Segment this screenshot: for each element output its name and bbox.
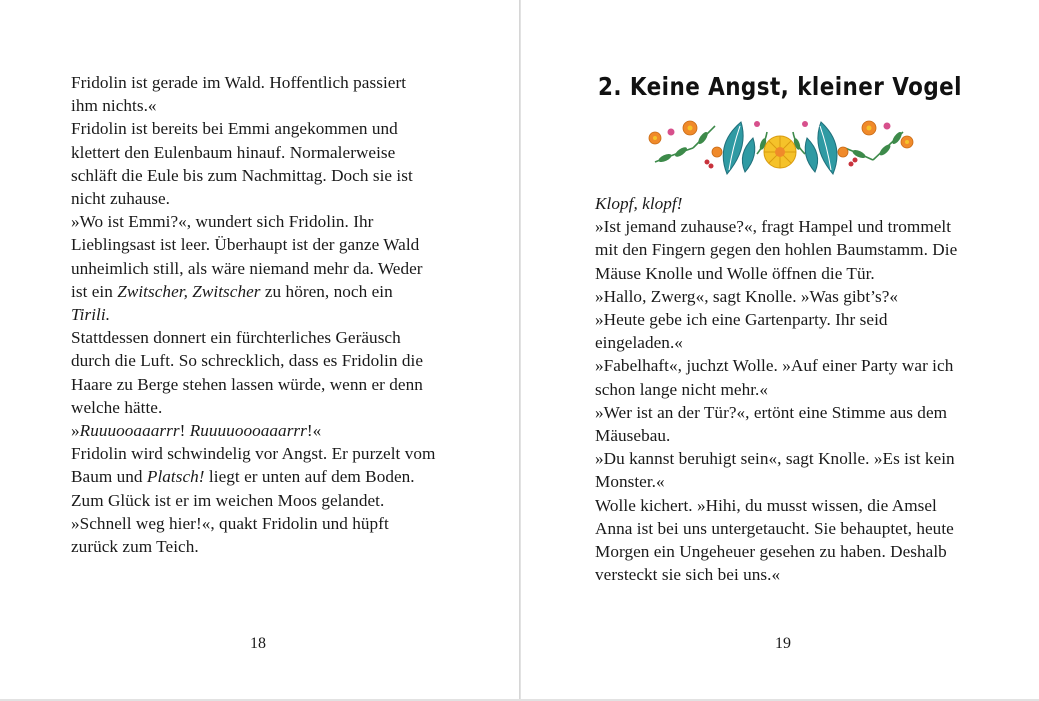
text-run: !	[179, 421, 190, 441]
text-run: Mäusebau.	[595, 426, 671, 446]
text-line	[595, 424, 990, 447]
text-line	[71, 419, 461, 442]
text-line	[71, 373, 461, 396]
text-run: »Fabelhaft«, juchzt Wolle. »Auf einer Party war ich	[595, 356, 954, 376]
left-page	[0, 0, 519, 701]
text-run: !«	[306, 421, 322, 441]
text-line	[71, 141, 461, 164]
text-line	[71, 94, 461, 117]
italic-text-run: Klopf, klopf!	[595, 194, 683, 213]
text-line	[71, 187, 461, 210]
text-line	[595, 308, 990, 331]
text-run: Anna ist bei uns untergetaucht. Sie behauptet, heute	[595, 518, 954, 538]
text-run: zurück zum Teich.	[71, 537, 199, 557]
italic-text-run: Zwitscher, Zwitscher	[117, 281, 261, 301]
italic-text-run: Tirili.	[71, 305, 111, 325]
text-line	[595, 192, 990, 215]
right-page	[521, 0, 1039, 701]
text-line	[595, 447, 990, 470]
text-run: »Hallo, Zwerg«, sagt Knolle. »Was gibt’s?«	[595, 286, 899, 306]
text-run: Baum und	[71, 467, 147, 487]
text-run: Fridolin ist gerade im Wald. Hoffentlich passiert	[71, 73, 407, 92]
italic-text-run: Ruuuuoooaaarrr	[189, 421, 307, 441]
text-line	[71, 71, 461, 94]
text-run: Haare zu Berge stehen lassen würde, wenn er denn	[71, 374, 423, 394]
right-page-body-text	[595, 192, 990, 586]
text-line	[71, 233, 461, 256]
text-line	[595, 378, 990, 401]
text-line	[595, 540, 990, 563]
text-run: »Schnell weg hier!«, quakt Fridolin und hüpft	[71, 513, 389, 533]
text-run: Mäuse Knolle und Wolle öffnen die Tür.	[595, 263, 875, 283]
text-run: zu hören, noch ein	[260, 281, 393, 301]
text-run: klettert den Eulenbaum hinauf. Normalerweise	[71, 142, 396, 162]
floral-leaf-ornament-icon	[645, 114, 915, 180]
text-line	[595, 470, 990, 493]
text-line	[595, 262, 990, 285]
text-run: »Wo ist Emmi?«, wundert sich Fridolin. Ihr	[71, 212, 374, 232]
text-run: unheimlich still, als wäre niemand mehr da. Weder	[71, 258, 423, 278]
text-run: »	[71, 421, 80, 441]
text-run: versteckt sie sich bei uns.«	[595, 565, 781, 585]
text-run: ihm nichts.«	[71, 96, 157, 116]
text-line	[71, 349, 461, 372]
text-line	[595, 331, 990, 354]
text-line	[595, 401, 990, 424]
left-page-body-text	[71, 71, 461, 558]
text-run: »Wer ist an der Tür?«, ertönt eine Stimme aus dem	[595, 402, 948, 422]
text-line	[71, 442, 461, 465]
right-page-number: 19	[775, 635, 791, 652]
text-line	[71, 303, 461, 326]
text-line	[71, 257, 461, 280]
text-line	[595, 285, 990, 308]
text-run: mit den Fingern gegen den hohlen Baumstamm. Die	[595, 240, 958, 260]
text-line	[595, 215, 990, 238]
text-run: eingeladen.«	[595, 333, 683, 353]
text-line	[595, 517, 990, 540]
text-line	[71, 326, 461, 349]
text-line	[71, 512, 461, 535]
text-run: Stattdessen donnert ein fürchterliches Geräusch	[71, 328, 401, 348]
text-run: Morgen ein Ungeheuer gesehen zu haben. Deshalb	[595, 542, 947, 562]
italic-text-run: Platsch!	[146, 467, 205, 487]
text-line	[595, 238, 990, 261]
text-run: Lieblingsast ist leer. Überhaupt ist der ganze Wald	[71, 235, 420, 255]
text-line	[71, 164, 461, 187]
text-line	[71, 396, 461, 419]
text-line	[595, 354, 990, 377]
text-line	[71, 465, 461, 488]
text-line	[71, 210, 461, 233]
text-line	[71, 117, 461, 140]
text-run: »Du kannst beruhigt sein«, sagt Knolle. »Es ist kein	[595, 449, 955, 469]
text-run: Fridolin wird schwindelig vor Angst. Er purzelt vom	[71, 444, 436, 464]
text-run: nicht zuhause.	[71, 189, 171, 209]
chapter-title: 2. Keine Angst, kleiner Vogel	[598, 72, 962, 101]
text-run: »Ist jemand zuhause?«, fragt Hampel und trommelt	[595, 217, 952, 237]
italic-text-run: Ruuuooaaarrr	[79, 421, 180, 441]
text-run: schläft die Eule bis zum Nachmittag. Doch sie ist	[71, 165, 413, 185]
text-line	[595, 494, 990, 517]
text-run: Wolle kichert. »Hihi, du musst wissen, die Amsel	[595, 495, 937, 515]
text-run: liegt er unten auf dem Boden.	[204, 467, 415, 487]
text-run: Monster.«	[595, 472, 665, 492]
text-run: ist ein	[71, 281, 118, 301]
text-run: schon lange nicht mehr.«	[595, 379, 769, 399]
left-page-number: 18	[250, 635, 266, 652]
text-run: Fridolin ist bereits bei Emmi angekommen und	[71, 119, 398, 139]
text-run: welche hätte.	[71, 397, 163, 417]
text-run: »Heute gebe ich eine Gartenparty. Ihr seid	[595, 310, 888, 330]
text-line	[71, 489, 461, 512]
text-run: Zum Glück ist er im weichen Moos gelandet.	[71, 490, 385, 510]
text-line	[71, 280, 461, 303]
text-run: durch die Luft. So schrecklich, dass es Fridolin die	[71, 351, 424, 371]
text-line	[595, 563, 990, 586]
text-line	[71, 535, 461, 558]
